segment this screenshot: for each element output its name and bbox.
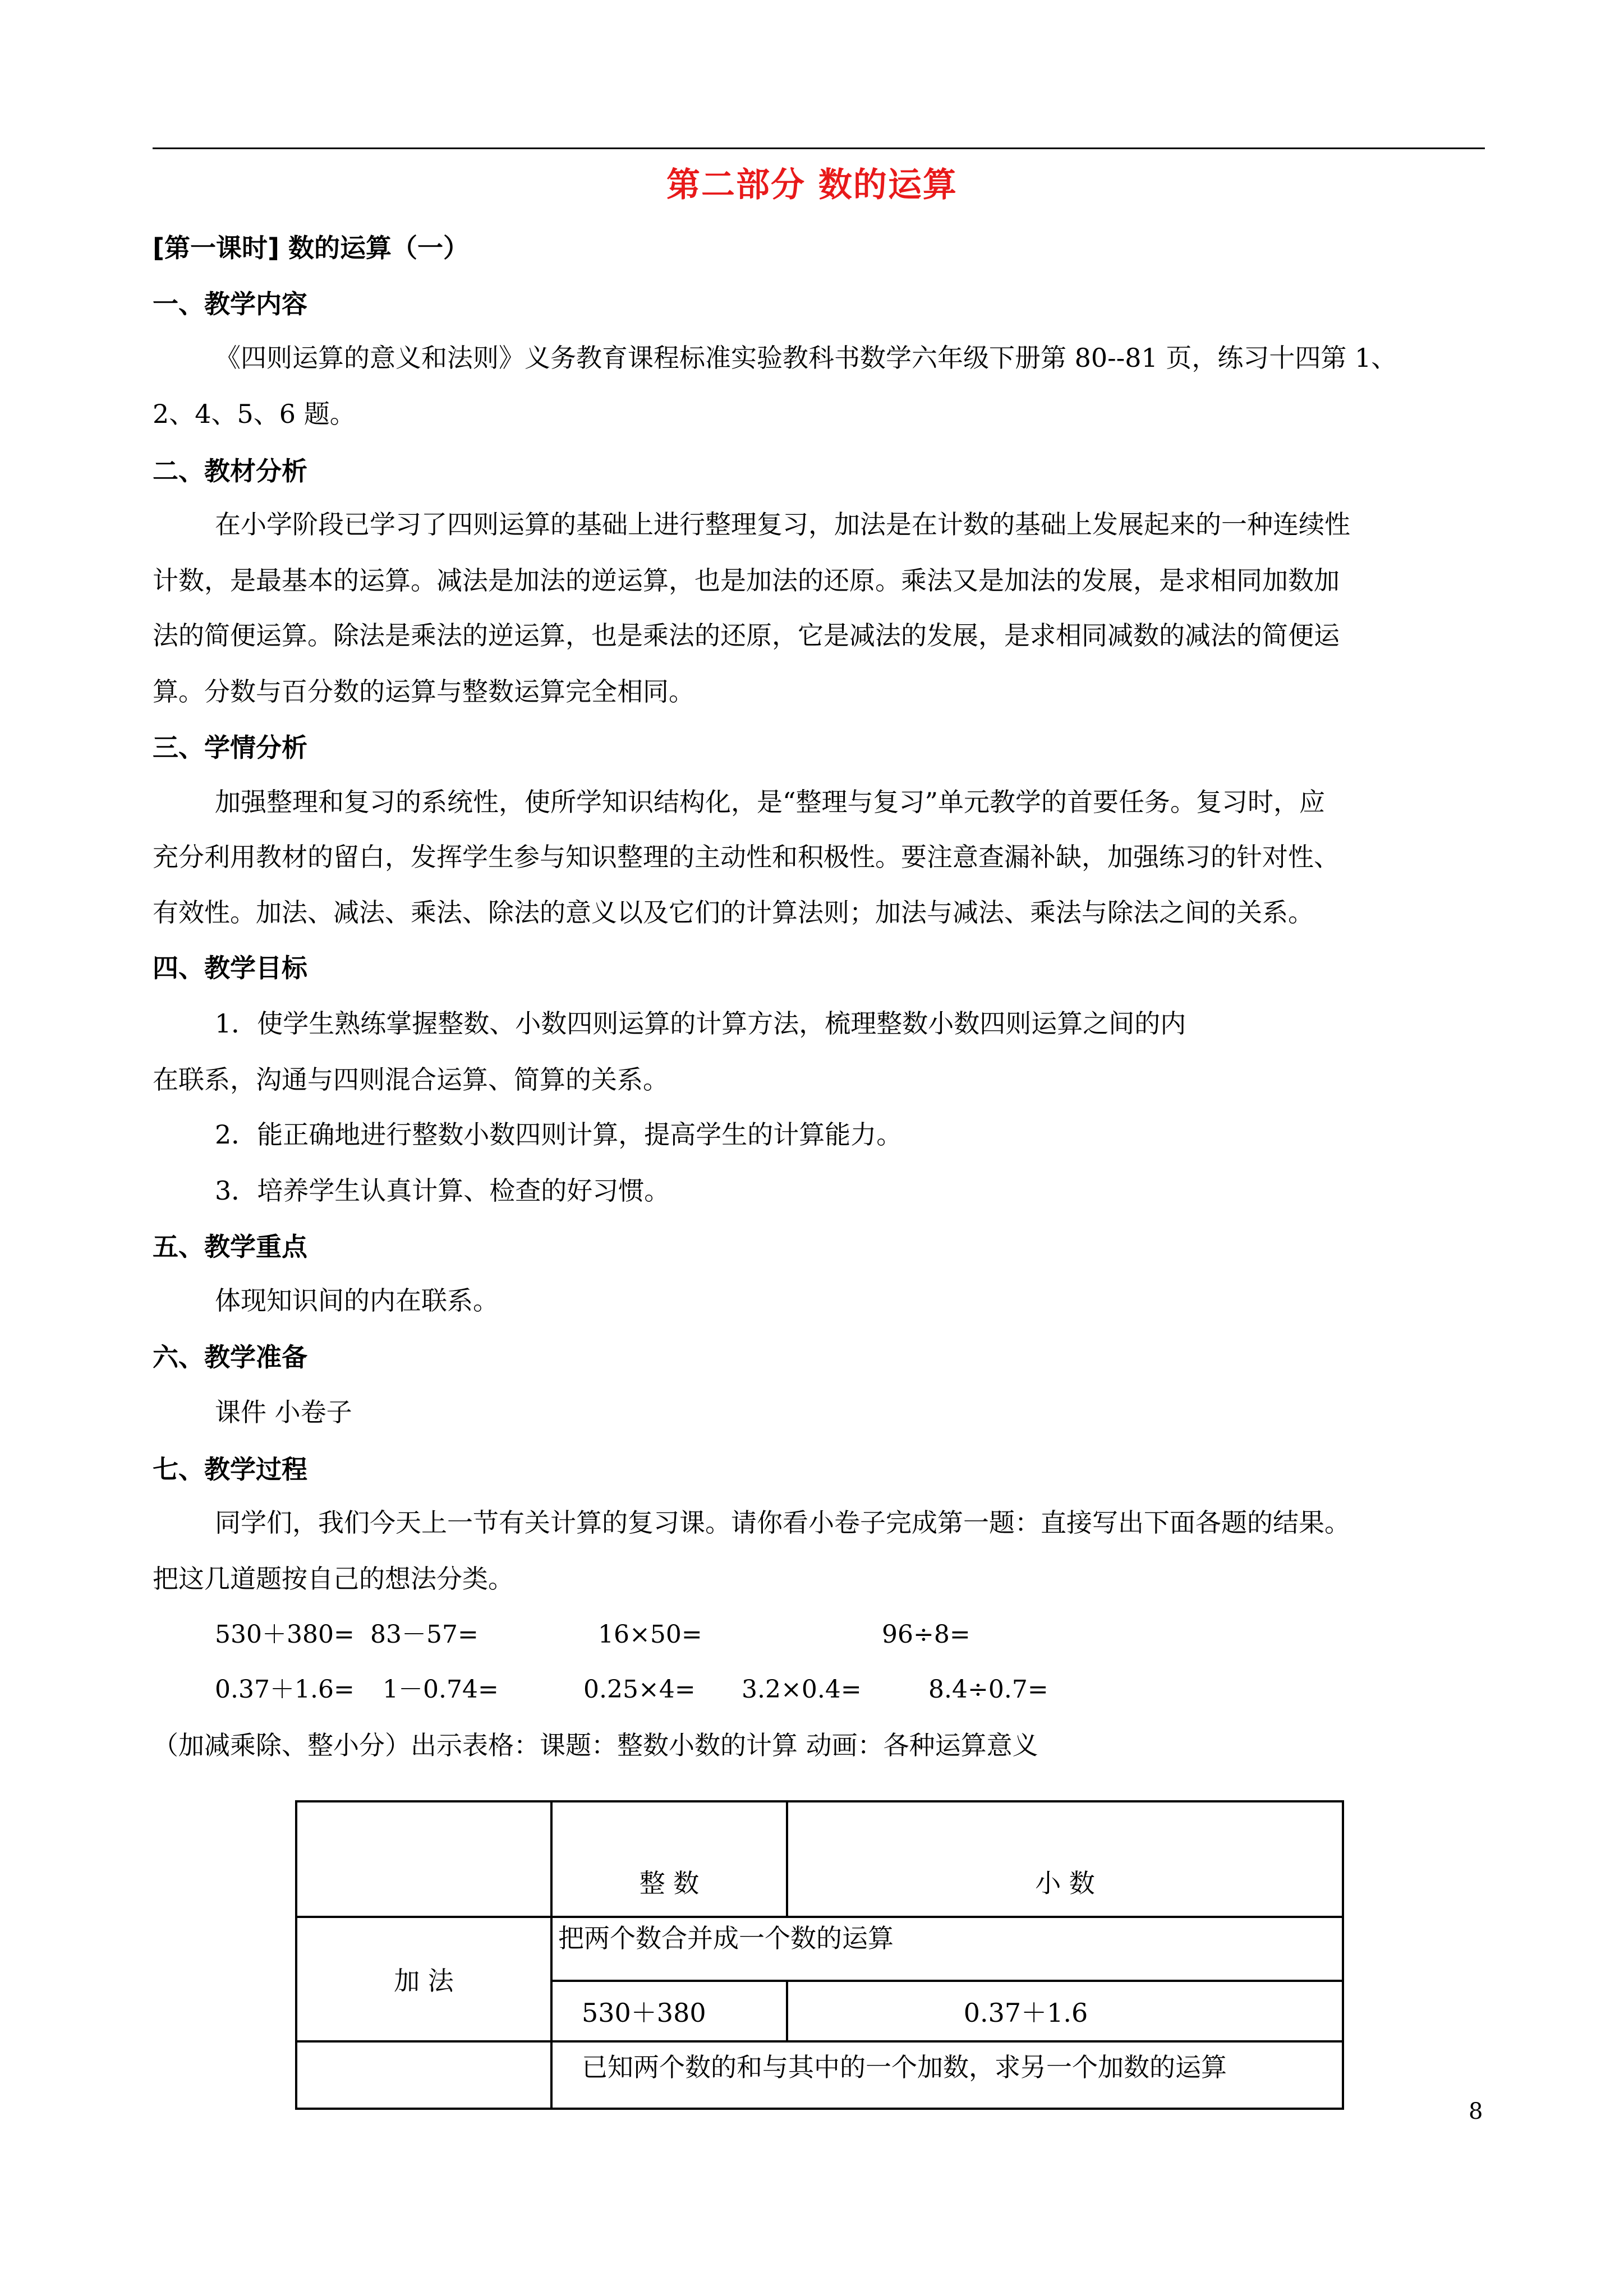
- process-text-3: （加减乘除、整小分）出示表格：课题：整数小数的计算 动画：各种运算意义: [153, 1730, 1038, 1760]
- analysis-text-3: 法的简便运算。除法是乘法的逆运算，也是乘法的还原，它是减法的发展，是求相同减数的减法的简便运: [153, 620, 1340, 651]
- subtraction-meaning: 已知两个数的和与其中的一个加数，求另一个加数的运算: [551, 2041, 1343, 2109]
- expression: 83－57=: [370, 1620, 479, 1649]
- students-text-1: 加强整理和复习的系统性，使所学知识结构化，是“整理与复习”单元教学的首要任务。复习时，应: [215, 787, 1326, 817]
- preparation-text: 课件 小卷子: [215, 1397, 352, 1427]
- expression: 96÷8=: [882, 1620, 970, 1649]
- table-cell-empty: [296, 1801, 551, 1917]
- expression: 0.25×4=: [583, 1675, 696, 1704]
- table-row: [296, 1801, 1343, 1917]
- analysis-text-4: 算。分数与百分数的运算与整数运算完全相同。: [153, 676, 694, 707]
- expression: 16×50=: [598, 1620, 702, 1649]
- addition-integer-example: 530＋380: [551, 1981, 787, 2041]
- table-cell-empty: [296, 2041, 551, 2109]
- section-heading-preparation: 六、教学准备: [153, 1342, 307, 1372]
- header-rule: [153, 147, 1485, 149]
- section-heading-goals: 四、教学目标: [153, 953, 307, 983]
- column-header-decimal: 小 数: [787, 1801, 1343, 1917]
- lesson-heading: [第一课时] 数的运算（一）: [153, 233, 470, 263]
- goal-3: 3．培养学生认真计算、检查的好习惯。: [215, 1175, 670, 1206]
- content-text-1: 《四则运算的意义和法则》义务教育课程标准实验教科书数学六年级下册第 80--81 页，练习十四第 1、: [215, 343, 1397, 373]
- analysis-text-2: 计数，是最基本的运算。减法是加法的逆运算，也是加法的还原。乘法又是加法的发展，是求相同加数加: [153, 565, 1340, 596]
- section-heading-process: 七、教学过程: [153, 1454, 307, 1484]
- section-heading-analysis: 二、教材分析: [153, 456, 307, 486]
- page-title: 第二部分 数的运算: [666, 165, 958, 205]
- page-number: 8: [1469, 2099, 1483, 2124]
- row-header-addition: 加 法: [296, 1917, 551, 2041]
- section-heading-content: 一、教学内容: [153, 289, 307, 319]
- table-row: [296, 1917, 1343, 1981]
- table-row: [296, 2041, 1343, 2109]
- expression: 530＋380=: [215, 1620, 355, 1649]
- addition-meaning: 把两个数合并成一个数的运算: [551, 1917, 1343, 1981]
- section-heading-students: 三、学情分析: [153, 732, 307, 763]
- goal-2: 2．能正确地进行整数小数四则计算，提高学生的计算能力。: [215, 1119, 903, 1150]
- analysis-text-1: 在小学阶段已学习了四则运算的基础上进行整理复习，加法是在计数的基础上发展起来的一种连续性: [215, 509, 1350, 540]
- addition-decimal-example: 0.37＋1.6: [787, 1981, 1343, 2041]
- goal-1a: 1．使学生熟练掌握整数、小数四则运算的计算方法，梳理整数小数四则运算之间的内: [215, 1008, 1186, 1039]
- expression: 0.37＋1.6=: [215, 1675, 355, 1704]
- operations-table: [295, 1800, 1344, 2110]
- students-text-2: 充分利用教材的留白，发挥学生参与知识整理的主动性和积极性。要注意查漏补缺，加强练习的针对性、: [153, 842, 1340, 872]
- content-text-2: 2、4、5、6 题。: [153, 399, 356, 429]
- section-heading-key-points: 五、教学重点: [153, 1232, 307, 1262]
- process-text-2: 把这几道题按自己的想法分类。: [153, 1564, 514, 1594]
- students-text-3: 有效性。加法、减法、乘法、除法的意义以及它们的计算法则；加法与减法、乘法与除法之间的关系。: [153, 897, 1314, 928]
- goal-1b: 在联系，沟通与四则混合运算、简算的关系。: [153, 1064, 669, 1095]
- key-points-text: 体现知识间的内在联系。: [215, 1285, 499, 1316]
- expression: 1－0.74=: [383, 1675, 499, 1704]
- expression: 8.4÷0.7=: [928, 1675, 1048, 1704]
- process-text-1: 同学们，我们今天上一节有关计算的复习课。请你看小卷子完成第一题：直接写出下面各题的结果。: [215, 1507, 1350, 1538]
- expression: 3.2×0.4=: [742, 1675, 862, 1704]
- column-header-integer: 整 数: [551, 1801, 787, 1917]
